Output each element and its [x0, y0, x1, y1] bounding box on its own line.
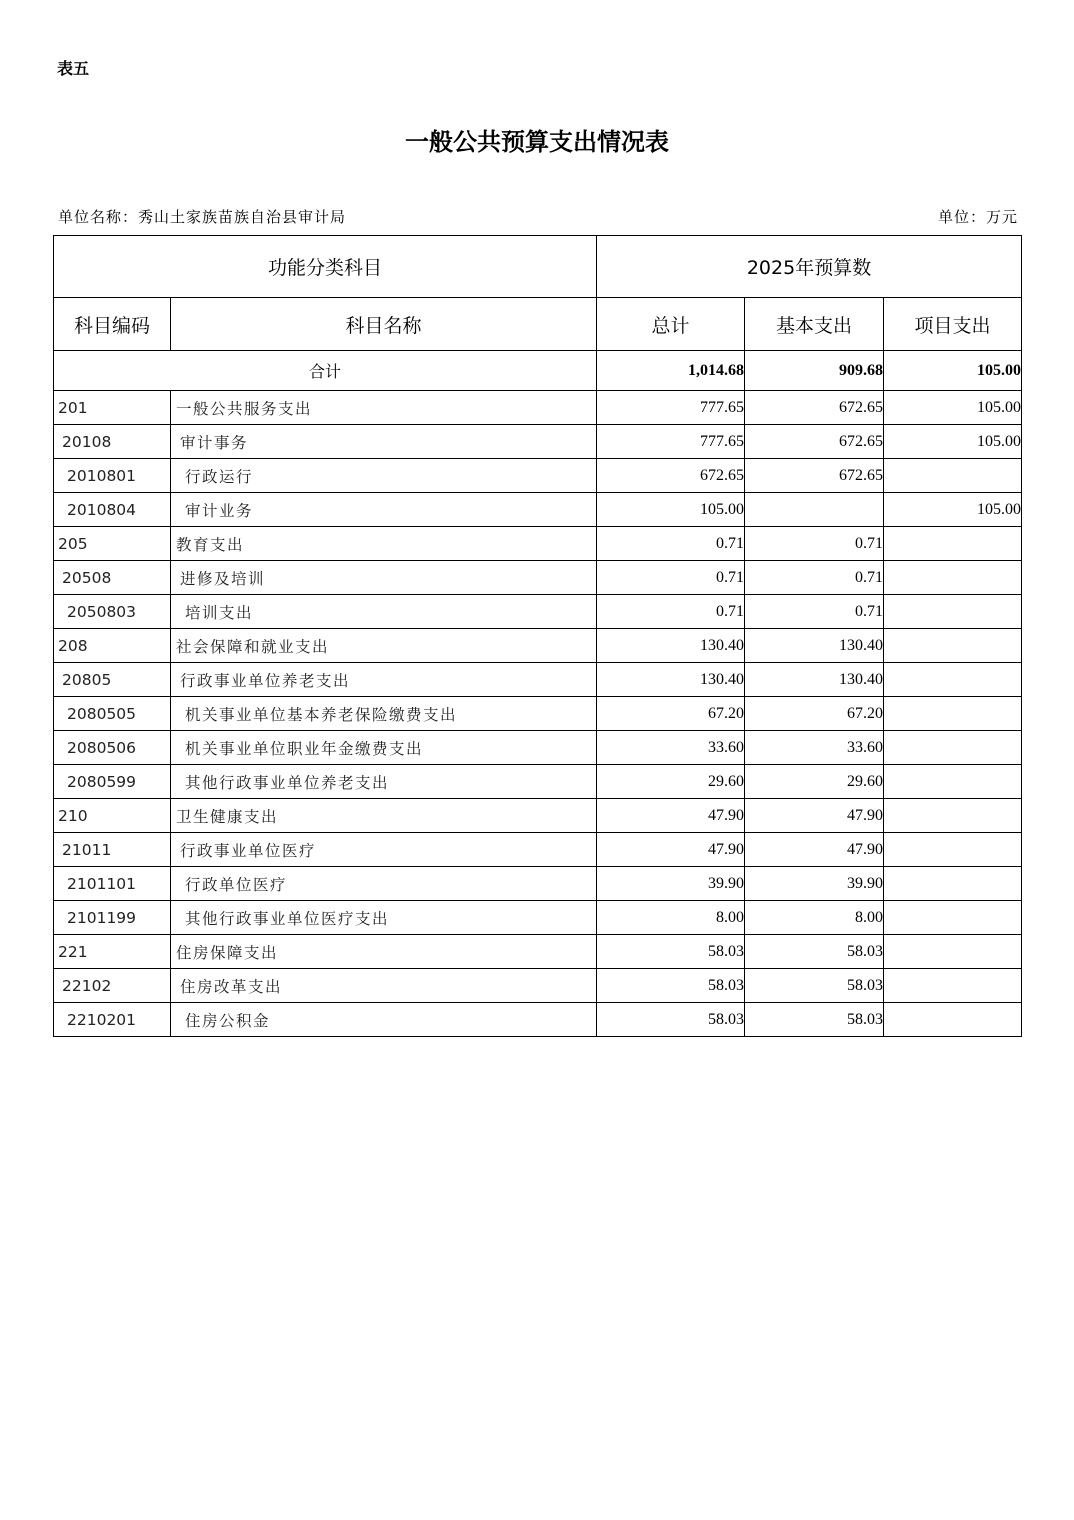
row-total: 777.65 [597, 425, 745, 459]
row-code: 21011 [54, 833, 171, 867]
table-row [54, 731, 1022, 765]
row-project [884, 799, 1022, 833]
row-name: 进修及培训 [171, 561, 597, 595]
row-code: 208 [54, 629, 171, 663]
table-row [54, 459, 1022, 493]
row-basic: 33.60 [745, 731, 884, 765]
row-project: 105.00 [884, 493, 1022, 527]
unit-name: 单位名称：秀山土家族苗族自治县审计局 [58, 208, 347, 226]
row-basic: 0.71 [745, 561, 884, 595]
row-project: 105.00 [884, 425, 1022, 459]
table-row [54, 799, 1022, 833]
table-row [54, 629, 1022, 663]
row-basic: 58.03 [745, 969, 884, 1003]
row-basic: 47.90 [745, 833, 884, 867]
header-project: 项目支出 [884, 298, 1022, 351]
table-row [54, 969, 1022, 1003]
row-basic [745, 493, 884, 527]
row-code: 2080506 [54, 731, 171, 765]
total-label: 合计 [54, 351, 597, 391]
row-name: 行政事业单位养老支出 [171, 663, 597, 697]
row-code: 2010801 [54, 459, 171, 493]
row-basic: 0.71 [745, 595, 884, 629]
row-total: 58.03 [597, 935, 745, 969]
row-project [884, 935, 1022, 969]
row-code: 20108 [54, 425, 171, 459]
row-project [884, 663, 1022, 697]
row-total: 39.90 [597, 867, 745, 901]
row-name: 卫生健康支出 [171, 799, 597, 833]
row-basic: 67.20 [745, 697, 884, 731]
row-name: 一般公共服务支出 [171, 391, 597, 425]
row-total: 58.03 [597, 1003, 745, 1037]
row-project [884, 697, 1022, 731]
row-code: 2080599 [54, 765, 171, 799]
row-basic: 130.40 [745, 663, 884, 697]
row-project [884, 595, 1022, 629]
header-functional-category: 功能分类科目 [54, 236, 597, 298]
row-total: 33.60 [597, 731, 745, 765]
row-name: 机关事业单位职业年金缴费支出 [171, 731, 597, 765]
row-name: 审计事务 [171, 425, 597, 459]
table-row [54, 833, 1022, 867]
row-total: 8.00 [597, 901, 745, 935]
row-name: 其他行政事业单位医疗支出 [171, 901, 597, 935]
table-row [54, 595, 1022, 629]
table-row [54, 391, 1022, 425]
row-basic: 47.90 [745, 799, 884, 833]
row-project [884, 459, 1022, 493]
header-name: 科目名称 [171, 298, 597, 351]
table-row [54, 901, 1022, 935]
row-code: 2080505 [54, 697, 171, 731]
header-budget-year: 2025年预算数 [597, 236, 1022, 298]
row-total: 130.40 [597, 663, 745, 697]
row-basic: 672.65 [745, 391, 884, 425]
row-code: 2050803 [54, 595, 171, 629]
row-basic: 39.90 [745, 867, 884, 901]
row-code: 210 [54, 799, 171, 833]
row-total: 0.71 [597, 561, 745, 595]
row-project [884, 969, 1022, 1003]
row-name: 行政运行 [171, 459, 597, 493]
row-project [884, 867, 1022, 901]
budget-table [53, 235, 1022, 1037]
table-row [54, 867, 1022, 901]
row-total: 29.60 [597, 765, 745, 799]
row-name: 住房改革支出 [171, 969, 597, 1003]
row-name: 其他行政事业单位养老支出 [171, 765, 597, 799]
table-row [54, 425, 1022, 459]
row-code: 22102 [54, 969, 171, 1003]
row-code: 20805 [54, 663, 171, 697]
total-row [54, 351, 1022, 391]
total-basic: 909.68 [745, 351, 884, 391]
row-name: 教育支出 [171, 527, 597, 561]
row-code: 2210201 [54, 1003, 171, 1037]
row-project: 105.00 [884, 391, 1022, 425]
row-name: 培训支出 [171, 595, 597, 629]
row-basic: 58.03 [745, 1003, 884, 1037]
row-name: 行政事业单位医疗 [171, 833, 597, 867]
row-basic: 130.40 [745, 629, 884, 663]
table-row [54, 527, 1022, 561]
unit-label: 单位：万元 [937, 208, 1018, 226]
row-total: 0.71 [597, 527, 745, 561]
row-total: 47.90 [597, 833, 745, 867]
row-total: 0.71 [597, 595, 745, 629]
row-basic: 58.03 [745, 935, 884, 969]
row-code: 2101199 [54, 901, 171, 935]
row-total: 47.90 [597, 799, 745, 833]
total-project: 105.00 [884, 351, 1022, 391]
table-row [54, 697, 1022, 731]
row-code: 2101101 [54, 867, 171, 901]
row-project [884, 901, 1022, 935]
row-project [884, 833, 1022, 867]
row-name: 社会保障和就业支出 [171, 629, 597, 663]
row-name: 机关事业单位基本养老保险缴费支出 [171, 697, 597, 731]
row-total: 672.65 [597, 459, 745, 493]
table-row [54, 935, 1022, 969]
row-project [884, 731, 1022, 765]
row-name: 行政单位医疗 [171, 867, 597, 901]
header-basic: 基本支出 [745, 298, 884, 351]
row-name: 住房保障支出 [171, 935, 597, 969]
row-basic: 8.00 [745, 901, 884, 935]
row-basic: 0.71 [745, 527, 884, 561]
row-project [884, 527, 1022, 561]
row-code: 221 [54, 935, 171, 969]
table-row [54, 765, 1022, 799]
row-code: 205 [54, 527, 171, 561]
row-code: 20508 [54, 561, 171, 595]
table-row [54, 561, 1022, 595]
page-title: 一般公共预算支出情况表 [405, 127, 669, 156]
row-total: 58.03 [597, 969, 745, 1003]
sheet-label: 表五 [57, 59, 90, 78]
row-code: 201 [54, 391, 171, 425]
row-name: 住房公积金 [171, 1003, 597, 1037]
total-total: 1,014.68 [597, 351, 745, 391]
row-total: 67.20 [597, 697, 745, 731]
table-row [54, 663, 1022, 697]
row-name: 审计业务 [171, 493, 597, 527]
row-project [884, 629, 1022, 663]
table-row [54, 493, 1022, 527]
row-basic: 672.65 [745, 425, 884, 459]
header-total: 总计 [597, 298, 745, 351]
row-total: 777.65 [597, 391, 745, 425]
row-project [884, 561, 1022, 595]
row-total: 130.40 [597, 629, 745, 663]
row-code: 2010804 [54, 493, 171, 527]
header-code: 科目编码 [54, 298, 171, 351]
row-basic: 672.65 [745, 459, 884, 493]
row-basic: 29.60 [745, 765, 884, 799]
row-project [884, 1003, 1022, 1037]
table-row [54, 1003, 1022, 1037]
row-total: 105.00 [597, 493, 745, 527]
row-project [884, 765, 1022, 799]
